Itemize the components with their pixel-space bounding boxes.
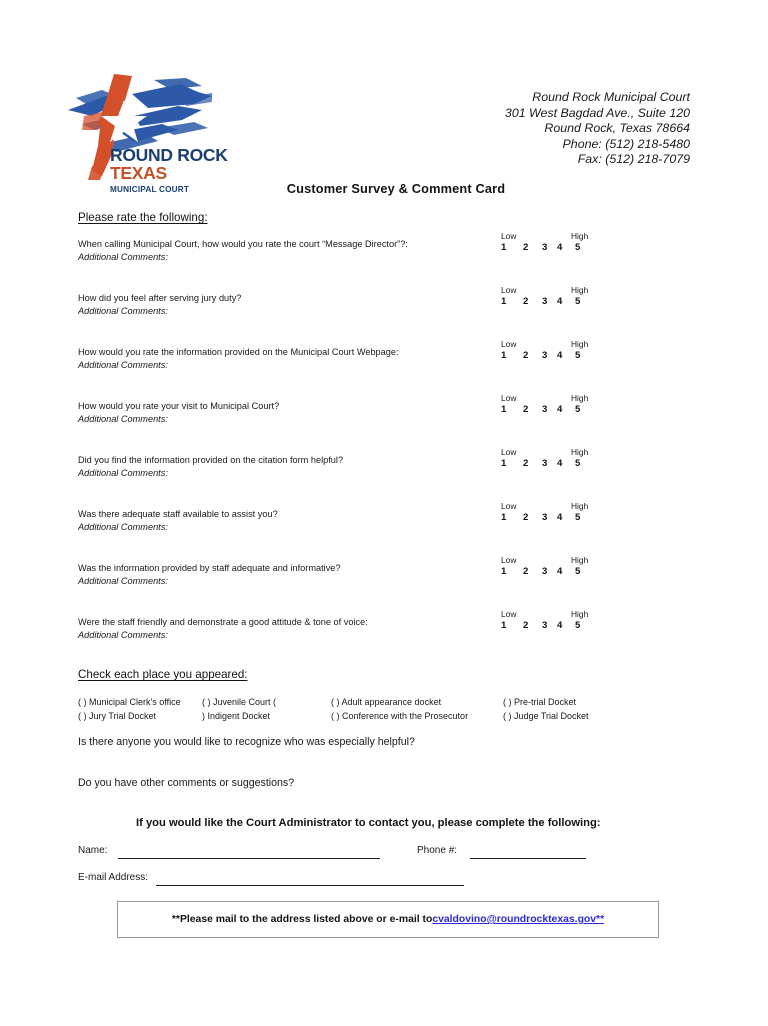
question-text: Was there adequate staff available to assist you? <box>78 509 278 519</box>
rating-scale[interactable] <box>501 339 593 367</box>
rating-scale[interactable] <box>501 393 593 421</box>
rating-scale[interactable] <box>501 285 593 313</box>
rating-option-3[interactable]: 3 <box>542 350 548 361</box>
scale-low-label: Low <box>501 447 517 457</box>
address-phone: Phone: (512) 218-5480 <box>562 136 690 151</box>
address-line-2: 301 West Bagdad Ave., Suite 120 <box>504 105 690 120</box>
rating-option-1[interactable]: 1 <box>501 566 507 577</box>
rating-option-4[interactable]: 4 <box>557 404 563 415</box>
additional-comments-label: Additional Comments: <box>78 576 168 586</box>
scale-low-label: Low <box>501 393 517 403</box>
page-title <box>0 181 768 196</box>
question-row-4 <box>78 393 698 446</box>
additional-comments-label: Additional Comments: <box>78 630 168 640</box>
scale-low-label: Low <box>501 285 517 295</box>
rating-option-1[interactable]: 1 <box>501 620 507 631</box>
address-fax: Fax: (512) 218-7079 <box>577 152 690 167</box>
rating-option-5[interactable]: 5 <box>575 242 581 253</box>
rating-option-4[interactable]: 4 <box>557 620 563 631</box>
rating-option-4[interactable]: 4 <box>557 512 563 523</box>
additional-comments-label: Additional Comments: <box>78 414 168 424</box>
email-link[interactable]: cvaldovino@roundrocktexas.gov** <box>432 914 605 925</box>
checkbox-option-juvenile-court[interactable]: ( ) Juvenile Court ( <box>202 697 277 707</box>
logo-name-primary: ROUND ROCK <box>110 145 228 165</box>
checkbox-option-adult-appearance-docket[interactable]: ( ) Adult appearance docket <box>331 697 442 707</box>
rating-scale[interactable] <box>501 555 593 583</box>
scale-low-label: Low <box>501 231 517 241</box>
check-section-heading: Check each place you appeared: <box>78 668 248 681</box>
rating-option-1[interactable]: 1 <box>501 458 507 469</box>
contact-section-heading: If you would like the Court Administrator to contact you, please complete the following: <box>136 817 601 829</box>
scale-high-label: High <box>571 555 589 565</box>
rating-option-1[interactable]: 1 <box>501 404 507 415</box>
rating-option-3[interactable]: 3 <box>542 566 548 577</box>
additional-comments-label: Additional Comments: <box>78 468 168 478</box>
phone-input[interactable] <box>470 858 586 859</box>
round-rock-logo <box>62 72 282 194</box>
rating-scale[interactable] <box>501 231 593 259</box>
rating-option-4[interactable]: 4 <box>557 242 563 253</box>
rating-option-3[interactable]: 3 <box>542 296 548 307</box>
scale-low-label: Low <box>501 501 517 511</box>
rating-option-2[interactable]: 2 <box>523 296 529 307</box>
question-text: How did you feel after serving jury duty? <box>78 293 242 303</box>
additional-comments-label: Additional Comments: <box>78 252 168 262</box>
question-row-1 <box>78 231 698 284</box>
question-row-3 <box>78 339 698 392</box>
page-title-text: Customer Survey & Comment Card <box>286 181 506 196</box>
rating-option-3[interactable]: 3 <box>542 458 548 469</box>
rating-option-1[interactable]: 1 <box>501 512 507 523</box>
rating-option-1[interactable]: 1 <box>501 296 507 307</box>
scale-high-label: High <box>571 501 589 511</box>
rating-option-2[interactable]: 2 <box>523 350 529 361</box>
rating-option-3[interactable]: 3 <box>542 620 548 631</box>
rating-option-4[interactable]: 4 <box>557 296 563 307</box>
rating-option-5[interactable]: 5 <box>575 512 581 523</box>
additional-comments-label: Additional Comments: <box>78 522 168 532</box>
scale-high-label: High <box>571 609 589 619</box>
question-text: How would you rate the information provided on the Municipal Court Webpage: <box>78 347 399 357</box>
question-row-5 <box>78 447 698 500</box>
rating-scale[interactable] <box>501 447 593 475</box>
rating-option-3[interactable]: 3 <box>542 242 548 253</box>
rating-option-5[interactable]: 5 <box>575 458 581 469</box>
address-line-1: Round Rock Municipal Court <box>532 90 690 104</box>
scale-high-label: High <box>571 393 589 403</box>
prompt-other-comments: Do you have other comments or suggestions? <box>78 777 295 789</box>
rating-option-3[interactable]: 3 <box>542 512 548 523</box>
question-text: When calling Municipal Court, how would you rate the court “Message Director”?: <box>78 239 408 249</box>
checkbox-option-jury-trial-docket[interactable]: ( ) Jury Trial Docket <box>78 710 157 721</box>
rating-option-5[interactable]: 5 <box>575 404 581 415</box>
scale-high-label: High <box>571 285 589 295</box>
checkbox-option-conference-with-prosecutor[interactable]: ( ) Conference with the Prosecutor <box>331 710 469 721</box>
mail-instructions-box <box>117 901 659 938</box>
checkbox-option-judge-trial-docket[interactable]: ( ) Judge Trial Docket <box>503 710 589 721</box>
rating-section-heading: Please rate the following: <box>78 211 208 224</box>
checkbox-option-indigent-docket[interactable]: ) Indigent Docket <box>202 710 271 721</box>
checkbox-row <box>78 710 698 724</box>
rating-option-5[interactable]: 5 <box>575 566 581 577</box>
scale-high-label: High <box>571 231 589 241</box>
email-input[interactable] <box>156 885 464 886</box>
checkbox-option-municipal-clerks-office[interactable]: ( ) Municipal Clerk's office <box>78 697 181 707</box>
checkbox-option-pre-trial-docket[interactable]: ( ) Pre-trial Docket <box>503 697 577 707</box>
rating-option-1[interactable]: 1 <box>501 350 507 361</box>
rating-option-2[interactable]: 2 <box>523 512 529 523</box>
scale-high-label: High <box>571 339 589 349</box>
appearance-checkbox-grid <box>78 696 698 723</box>
prompt-recognize-helpful-staff: Is there anyone you would like to recognize who was especially helpful? <box>78 736 415 748</box>
rating-option-5[interactable]: 5 <box>575 620 581 631</box>
rating-option-4[interactable]: 4 <box>557 350 563 361</box>
question-text: Did you find the information provided on the citation form helpful? <box>78 455 344 465</box>
rating-option-2[interactable]: 2 <box>523 620 529 631</box>
question-row-2 <box>78 285 698 338</box>
question-text: Was the information provided by staff adequate and informative? <box>78 563 341 573</box>
mail-instructions-text: **Please mail to the address listed above or e-mail to <box>171 914 433 925</box>
question-row-7 <box>78 555 698 608</box>
rating-option-2[interactable]: 2 <box>523 242 529 253</box>
rating-option-2[interactable]: 2 <box>523 404 529 415</box>
scale-low-label: Low <box>501 339 517 349</box>
rating-option-5[interactable]: 5 <box>575 296 581 307</box>
question-text: Were the staff friendly and demonstrate a good attitude & tone of voice: <box>78 617 368 627</box>
logo-subtitle: MUNICIPAL COURT <box>110 185 190 194</box>
additional-comments-label: Additional Comments: <box>78 306 168 316</box>
rating-option-2[interactable]: 2 <box>523 566 529 577</box>
scale-high-label: High <box>571 447 589 457</box>
logo-name-accent: TEXAS <box>110 163 167 183</box>
rating-scale[interactable] <box>501 609 593 637</box>
court-address-block <box>505 90 690 168</box>
additional-comments-label: Additional Comments: <box>78 360 168 370</box>
rating-option-1[interactable]: 1 <box>501 242 507 253</box>
rating-option-2[interactable]: 2 <box>523 458 529 469</box>
scale-low-label: Low <box>501 609 517 619</box>
checkbox-row <box>78 696 698 710</box>
rating-option-5[interactable]: 5 <box>575 350 581 361</box>
rating-option-4[interactable]: 4 <box>557 566 563 577</box>
email-field-label: E-mail Address: <box>78 872 149 883</box>
name-field-label: Name: <box>78 845 108 856</box>
question-row-6 <box>78 501 698 554</box>
name-input[interactable] <box>118 858 380 859</box>
question-text: How would you rate your visit to Municipal Court? <box>78 401 280 411</box>
question-row-8 <box>78 609 698 662</box>
rating-option-3[interactable]: 3 <box>542 404 548 415</box>
rating-scale[interactable] <box>501 501 593 529</box>
phone-field-label: Phone #: <box>417 845 458 856</box>
rating-option-4[interactable]: 4 <box>557 458 563 469</box>
address-line-3: Round Rock, Texas 78664 <box>544 121 690 136</box>
scale-low-label: Low <box>501 555 517 565</box>
